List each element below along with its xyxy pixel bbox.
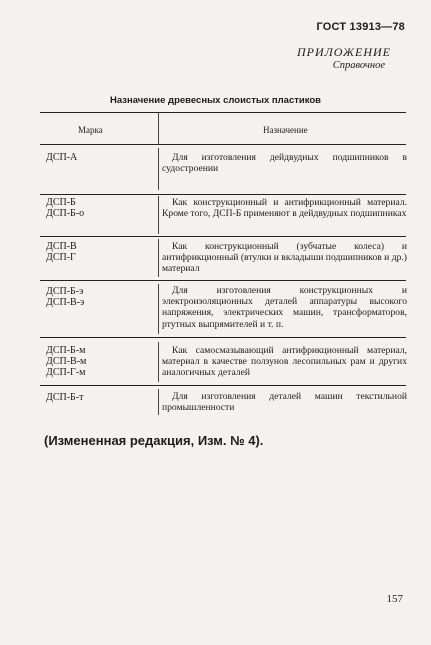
table-header-rule (40, 144, 406, 145)
row-divider (158, 389, 159, 415)
row-purpose: Как самосмазывающий антифрикционный материал, материал в качестве ползунов лесопильных рам и других аналогичных деталей (162, 345, 407, 379)
row-divider (158, 342, 159, 382)
row-purpose: Для изготовления дейдвудных подшипников в судостроении (162, 152, 407, 175)
row-rule (40, 236, 406, 237)
row-rule (40, 337, 406, 338)
header-column-divider (158, 112, 159, 144)
row-mark: ДСП-Б ДСП-Б-о (46, 197, 85, 219)
page-number: 157 (386, 593, 403, 605)
standard-number: ГОСТ 13913—78 (316, 21, 405, 33)
row-mark: ДСП-В ДСП-Г (46, 241, 77, 263)
appendix-type: Справочное (332, 60, 385, 71)
row-purpose: Для изготовления конструкционных и электроизоляционных деталей аппаратуры высокого напряжения, электрических машин, трансформаторов, ртутных выпрямителей и т. п. (162, 285, 407, 330)
row-purpose: Для изготовления деталей машин текстильной промышленности (162, 391, 407, 414)
row-rule (40, 280, 406, 281)
row-divider (158, 239, 159, 277)
row-divider (158, 196, 159, 234)
row-mark: ДСП-Б-э ДСП-В-э (46, 286, 85, 308)
row-rule (40, 194, 406, 195)
column-header-mark: Марка (78, 125, 103, 135)
amendment-note: (Измененная редакция, Изм. № 4). (44, 433, 264, 448)
row-mark: ДСП-А (46, 152, 78, 163)
column-header-purpose: Назначение (263, 125, 308, 135)
row-mark: ДСП-Б-м ДСП-В-м ДСП-Г-м (46, 345, 87, 378)
row-mark: ДСП-Б-т (46, 392, 84, 403)
row-purpose: Как конструкционный (зубчатые колеса) и антифрикционный (втулки и вкладыши подшипников и др.) материал (162, 241, 407, 275)
appendix-heading: ПРИЛОЖЕНИЕ (297, 45, 391, 59)
row-purpose: Как конструкционный и антифрикционный материал. Кроме того, ДСП-Б применяют в дейдвудных подшипниках (162, 197, 407, 220)
table-title: Назначение древесных слоистых пластиков (109, 95, 322, 106)
row-divider (158, 284, 159, 334)
row-divider (158, 148, 159, 190)
row-rule (40, 385, 406, 386)
table-top-rule (40, 112, 406, 113)
